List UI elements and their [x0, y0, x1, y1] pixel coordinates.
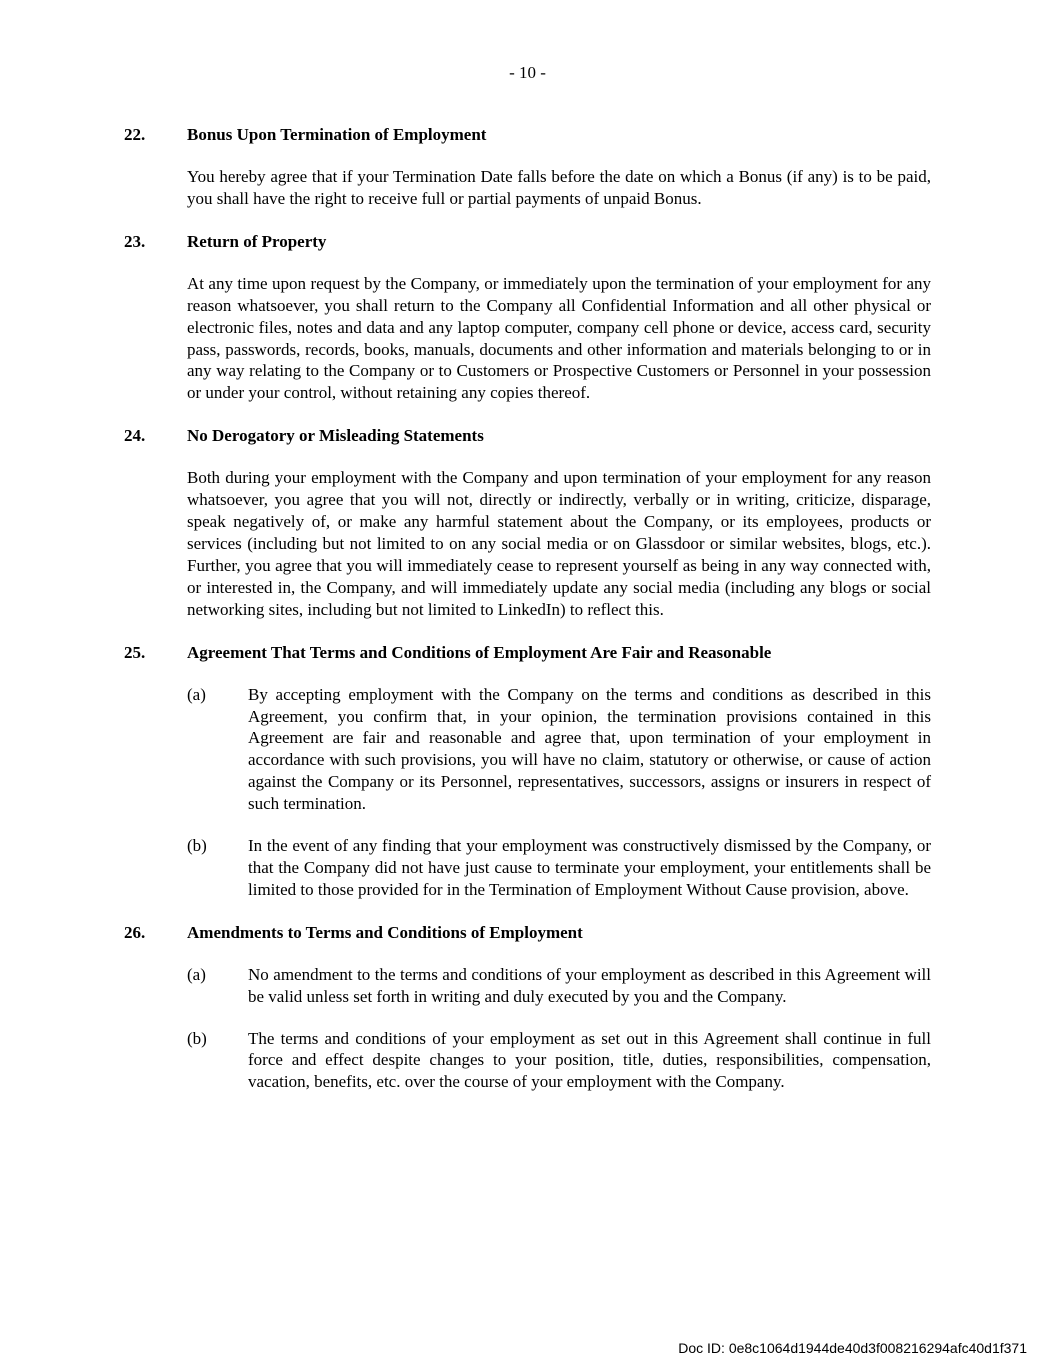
subsection-label: (a): [187, 684, 206, 704]
section-heading: [124, 922, 931, 944]
page-number: - 10 -: [509, 63, 546, 82]
section-heading: [124, 642, 931, 664]
section-24: [124, 425, 931, 620]
section-number: 22.: [124, 125, 146, 144]
section-title: Return of Property: [187, 231, 327, 251]
section-paragraph: You hereby agree that if your Termination Date falls before the date on which a Bonus (if any) is to be paid, you shall have the right to receive full or partial payments of unpaid Bonus.: [187, 167, 931, 208]
section-title: Agreement That Terms and Conditions of Employment Are Fair and Reasonable: [187, 642, 772, 662]
section-number: 24.: [124, 426, 146, 446]
subsection-text: By accepting employment with the Company on the terms and conditions as described in this Agreement, you confirm that, in your opinion, the termination provisions contained in this Agreement are fair and reasonable and agree that, upon termination of your employment in accordance with such provisions, you will have no claim, statutory or otherwise, or cause of action against the Company or its Personnel, representatives, successors, assigns or insurers in respect of such termination.: [248, 684, 931, 814]
section-paragraph: Both during your employment with the Company and upon termination of your employment for any reason whatsoever, you agree that you will not, directly or indirectly, verbally or in writing, criticize, disparage, speak negatively of, or make any harmful statement about the Company, or its employees, products or services (including but not limited to on any social media or on Glassdoor or similar websites, blogs, etc.). Further, you agree that you will immediately cease to represent yourself as being in any way connected with, or interested in, the Company, and will immediately update any social media (including any blogs or social networking sites, including but not limited to LinkedIn) to reflect this.: [187, 468, 931, 619]
subsection-item: [187, 684, 931, 815]
section-heading: [124, 124, 931, 146]
subsection-text: No amendment to the terms and conditions of your employment as described in this Agreement will be valid unless set forth in writing and duly executed by you and the Company.: [248, 964, 931, 1006]
section-heading: [124, 231, 931, 253]
section-22: [124, 124, 931, 210]
subsection-text: The terms and conditions of your employment as set out in this Agreement shall continue in full force and effect despite changes to your position, title, duties, responsibilities, compensation, vacation, benefits, etc. over the course of your employment with the Company.: [248, 1028, 931, 1092]
section-heading: [124, 425, 931, 447]
document-body: [124, 124, 931, 1114]
section-23: [124, 231, 931, 404]
section-title: No Derogatory or Misleading Statements: [187, 426, 484, 446]
section-26: [124, 922, 931, 1094]
section-title: Bonus Upon Termination of Employment: [187, 125, 487, 144]
subsection-item: [187, 964, 931, 1008]
doc-id-footer: Doc ID: 0e8c1064d1944de40d3f008216294afc40d1f371: [678, 1340, 1027, 1356]
subsection-item: [187, 835, 931, 901]
section-25: [124, 642, 931, 901]
section-paragraph: At any time upon request by the Company, or immediately upon the termination of your employment for any reason whatsoever, you shall return to the Company all Confidential Information and all other physical or electronic files, notes and data and any laptop computer, company cell phone or device, access card, security pass, passwords, records, books, manuals, documents and other information and materials belonging to or in any way relating to the Company or to Customers or Prospective Customers or Personnel in your possession or under your control, without retaining any copies thereof.: [187, 273, 931, 403]
subsection-label: (a): [187, 964, 206, 984]
subsection-text: In the event of any finding that your employment was constructively dismissed by the Company, or that the Company did not have just cause to terminate your employment, your entitlements shall be limited to those provided for in the Termination of Employment Without Cause provision, above.: [248, 836, 931, 899]
section-number: 23.: [124, 231, 146, 251]
subsection-item: [187, 1028, 931, 1094]
section-number: 25.: [124, 642, 146, 662]
section-title: Amendments to Terms and Conditions of Employment: [187, 922, 583, 942]
subsection-label: (b): [187, 1028, 207, 1048]
subsection-label: (b): [187, 836, 207, 856]
section-number: 26.: [124, 922, 146, 942]
